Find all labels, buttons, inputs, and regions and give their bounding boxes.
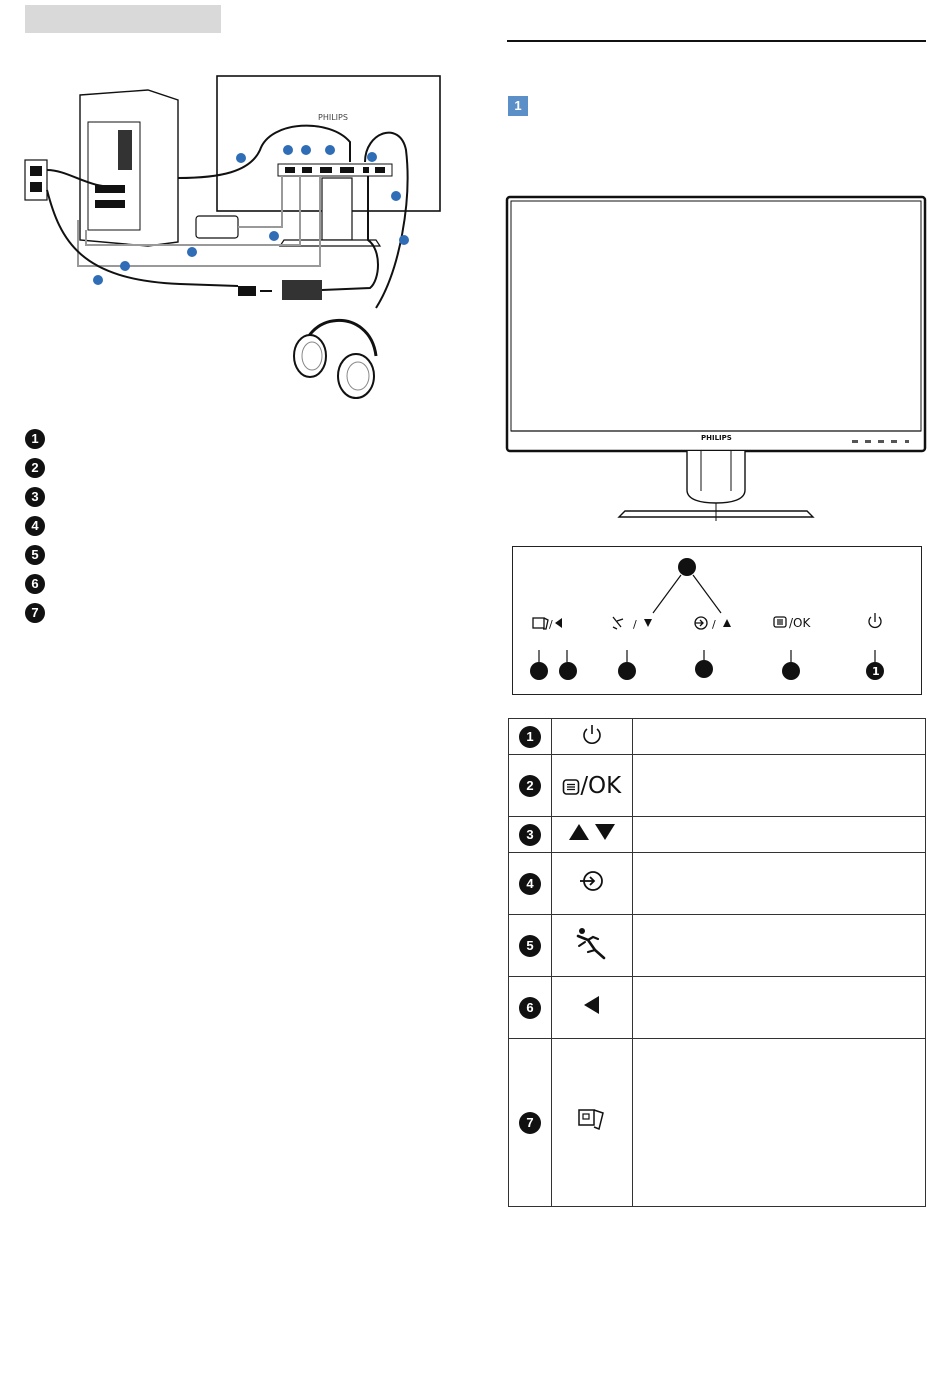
row-number: 4 bbox=[519, 873, 541, 895]
control-buttons-panel bbox=[512, 546, 922, 695]
monitor-front-view bbox=[505, 195, 927, 525]
legend-number: 3 bbox=[25, 487, 45, 507]
step-badge: 1 bbox=[508, 96, 528, 116]
legend-number: 2 bbox=[25, 458, 45, 478]
table-row bbox=[509, 755, 926, 817]
legend-number: 7 bbox=[25, 603, 45, 623]
legend-number: 5 bbox=[25, 545, 45, 565]
table-row bbox=[509, 853, 926, 915]
up-down-icon bbox=[566, 821, 618, 843]
smartimage-icon bbox=[577, 1107, 607, 1133]
header-bar bbox=[25, 5, 221, 33]
headphones bbox=[294, 320, 376, 398]
port-panel bbox=[278, 164, 392, 176]
menu-ok-label: /OK bbox=[789, 616, 811, 630]
button-function-table bbox=[508, 718, 926, 1207]
phone bbox=[196, 216, 238, 238]
svg-text:1: 1 bbox=[872, 665, 880, 678]
table-row bbox=[509, 915, 926, 977]
row-number: 2 bbox=[519, 775, 541, 797]
svg-text:/: / bbox=[633, 618, 637, 631]
monitor-brand-label: PHILIPS bbox=[318, 113, 348, 122]
table-row bbox=[509, 977, 926, 1039]
power-adapter bbox=[282, 280, 322, 300]
row-number: 5 bbox=[519, 935, 541, 957]
row-number: 7 bbox=[519, 1112, 541, 1134]
smartimage-runner-icon bbox=[573, 924, 611, 962]
row-number: 3 bbox=[519, 824, 541, 846]
svg-text:/: / bbox=[712, 618, 716, 631]
power-icon bbox=[581, 723, 603, 745]
input-icon bbox=[578, 869, 606, 893]
row-number: 1 bbox=[519, 726, 541, 748]
legend-number: 1 bbox=[25, 429, 45, 449]
svg-text:/: / bbox=[549, 618, 553, 631]
legend-number: 6 bbox=[25, 574, 45, 594]
back-icon bbox=[581, 994, 603, 1016]
connection-diagram bbox=[20, 70, 450, 400]
section-rule bbox=[507, 40, 926, 42]
menu-icon bbox=[562, 778, 580, 796]
legend-number: 4 bbox=[25, 516, 45, 536]
front-brand-label: PHILIPS bbox=[701, 434, 732, 442]
callout-dot bbox=[678, 558, 696, 576]
ok-label: /OK bbox=[580, 772, 622, 799]
table-row bbox=[509, 817, 926, 853]
row-number: 6 bbox=[519, 997, 541, 1019]
table-row bbox=[509, 719, 926, 755]
table-row bbox=[509, 1039, 926, 1207]
